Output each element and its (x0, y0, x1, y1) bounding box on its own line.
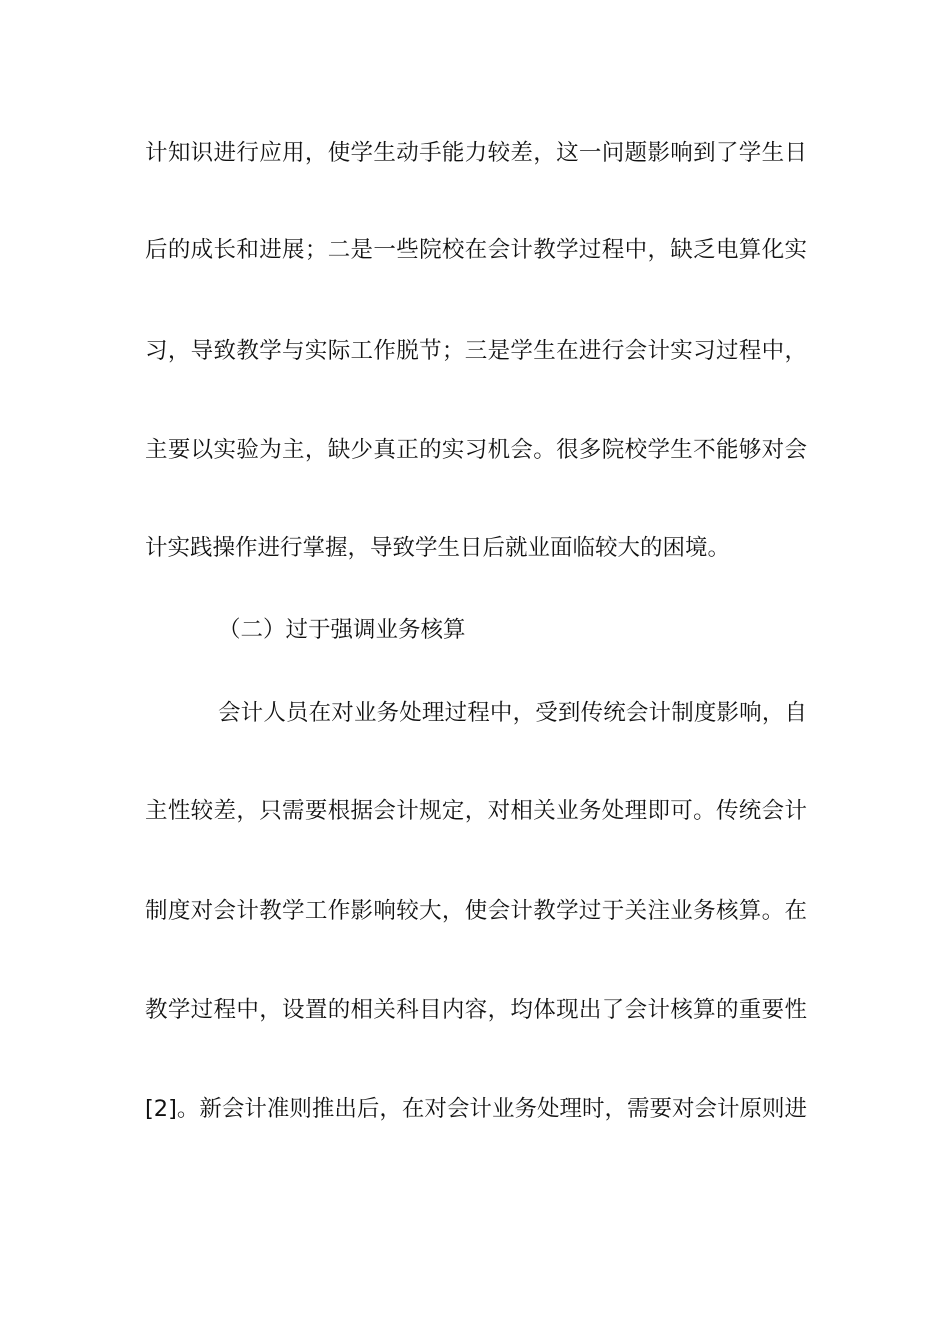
paragraph-line: 后的成长和进展；二是一些院校在会计教学过程中，缺乏电算化实 (145, 237, 807, 263)
paragraph-line: 教学过程中，设置的相关科目内容，均体现出了会计核算的重要性 (145, 997, 807, 1023)
paragraph-line: 制度对会计教学工作影响较大，使会计教学过于关注业务核算。在 (145, 898, 807, 924)
paragraph-line: 主性较差，只需要根据会计规定，对相关业务处理即可。传统会计 (145, 798, 807, 824)
paragraph-line: 习，导致教学与实际工作脱节；三是学生在进行会计实习过程中， (145, 338, 807, 364)
section-heading: （二）过于强调业务核算 (218, 617, 466, 643)
paragraph-line: 计实践操作进行掌握，导致学生日后就业面临较大的困境。 (145, 535, 731, 561)
paragraph-line: 会计人员在对业务处理过程中，受到传统会计制度影响，自 (218, 700, 807, 726)
paragraph-line: [2]。新会计准则推出后，在对会计业务处理时，需要对会计原则进 (145, 1096, 807, 1122)
paragraph-line: 主要以实验为主，缺少真正的实习机会。很多院校学生不能够对会 (145, 437, 807, 463)
paragraph-line: 计知识进行应用，使学生动手能力较差，这一问题影响到了学生日 (145, 140, 807, 166)
